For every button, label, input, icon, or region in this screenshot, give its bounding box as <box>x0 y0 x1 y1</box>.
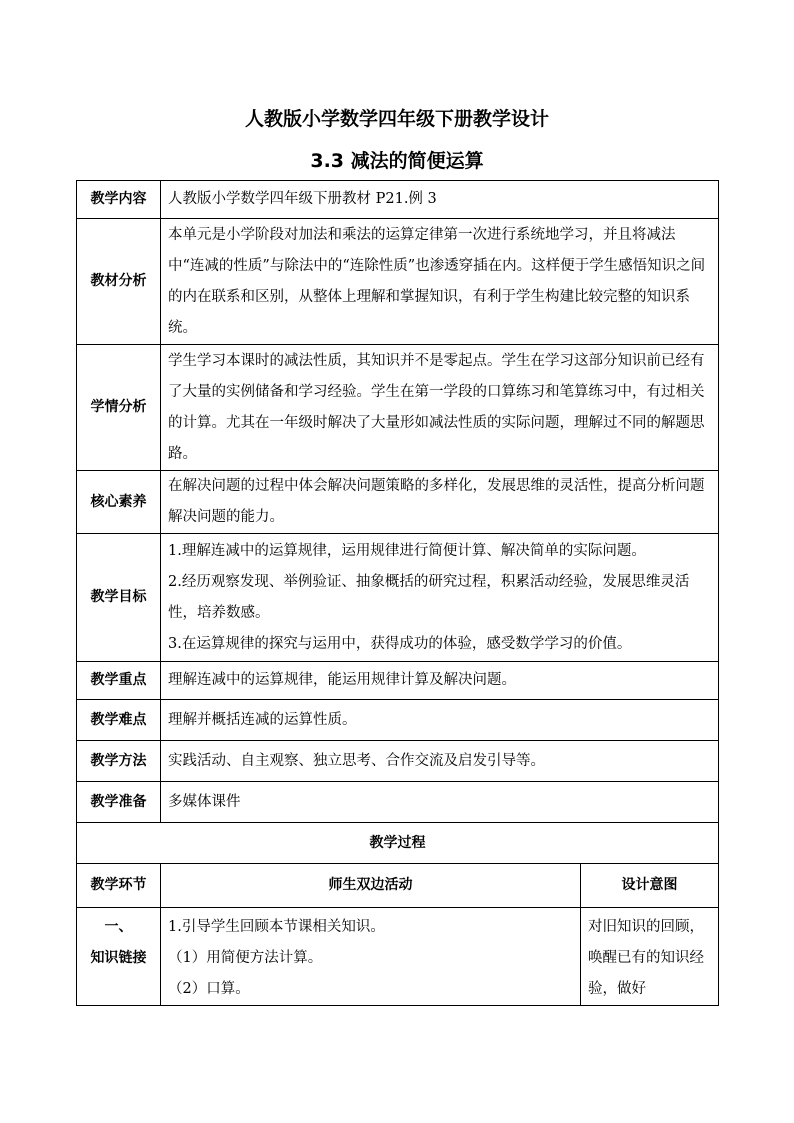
row-label: 教学准备 <box>77 782 161 823</box>
goal-item: 3.在运算规律的探究与运用中，获得成功的体验，感受数学学习的价值。 <box>168 635 632 652</box>
row-preparation <box>77 782 719 823</box>
document-subtitle: 3.3 减法的简便运算 <box>310 150 484 172</box>
activity-line: （1）用简便方法计算。 <box>168 950 323 966</box>
goal-item: 2.经历观察发现、举例验证、抽象概括的研究过程，积累活动经验，发展思维灵活性，培养数感。 <box>168 573 690 621</box>
lesson-plan-table <box>76 180 719 1006</box>
process-heading-row <box>77 823 719 864</box>
row-label: 教学目标 <box>77 534 161 662</box>
row-text: 实践活动、自主观察、独立思考、合作交流及启发引导等。 <box>161 741 719 782</box>
row-label: 教学内容 <box>77 181 161 219</box>
row-key-points <box>77 662 719 700</box>
column-header-intent: 设计意图 <box>581 864 719 908</box>
process-header-row <box>77 864 719 908</box>
row-student-analysis <box>77 345 719 471</box>
row-methods <box>77 741 719 782</box>
document-title: 人教版小学数学四年级下册教学设计 <box>244 108 549 130</box>
column-header-stage: 教学环节 <box>77 864 161 908</box>
row-label: 教学方法 <box>77 741 161 782</box>
row-text: 理解连减中的运算规律，能运用规律计算及解决问题。 <box>161 662 719 700</box>
row-difficulties <box>77 700 719 741</box>
row-content <box>77 181 719 219</box>
row-label: 学情分析 <box>77 345 161 471</box>
goals-list <box>161 534 719 662</box>
row-label: 教学重点 <box>77 662 161 700</box>
row-teaching-goals <box>77 534 719 662</box>
row-label: 核心素养 <box>77 471 161 534</box>
row-text: 人教版小学数学四年级下册教材 P21.例 3 <box>161 181 719 219</box>
row-text: 学生学习本课时的减法性质，其知识并不是零起点。学生在学习这部分知识前已经有了大量的实例储备和学习经验。学生在第一学段的口算练习和笔算练习中，有过相关的计算。尤其在一年级时解决了大量形如减法性质的实际问题，理解过不同的解题思路。 <box>161 345 719 471</box>
process-heading: 教学过程 <box>77 823 719 864</box>
row-text: 本单元是小学阶段对加法和乘法的运算定律第一次进行系统地学习，并且将减法中“连减的性质”与除法中的“连除性质”也渗透穿插在内。这样便于学生感悟知识之间的内在联系和区别，从整体上理解和掌握知识，有利于学生构建比较完整的知识系统。 <box>161 219 719 345</box>
row-core-literacy <box>77 471 719 534</box>
stage-number: 一、 <box>104 919 133 935</box>
column-header-activity: 师生双边活动 <box>161 864 581 908</box>
row-material-analysis <box>77 219 719 345</box>
row-text: 多媒体课件 <box>161 782 719 823</box>
stage-cell <box>77 908 161 1006</box>
row-text: 在解决问题的过程中体会解决问题策略的多样化，发展思维的灵活性，提高分析问题解决问题的能力。 <box>161 471 719 534</box>
row-label: 教材分析 <box>77 219 161 345</box>
stage-name: 知识链接 <box>90 950 147 966</box>
activity-line: （2）口算。 <box>168 981 250 997</box>
activity-cell <box>161 908 581 1006</box>
process-row <box>77 908 719 1006</box>
row-label: 教学难点 <box>77 700 161 741</box>
goal-item: 1.理解连减中的运算规律，运用规律进行简便计算、解决简单的实际问题。 <box>168 542 646 559</box>
activity-line: 1.引导学生回顾本节课相关知识。 <box>168 919 385 935</box>
intent-cell: 对旧知识的回顾，唤醒已有的知识经验，做好 <box>581 908 719 1006</box>
row-text: 理解并概括连减的运算性质。 <box>161 700 719 741</box>
